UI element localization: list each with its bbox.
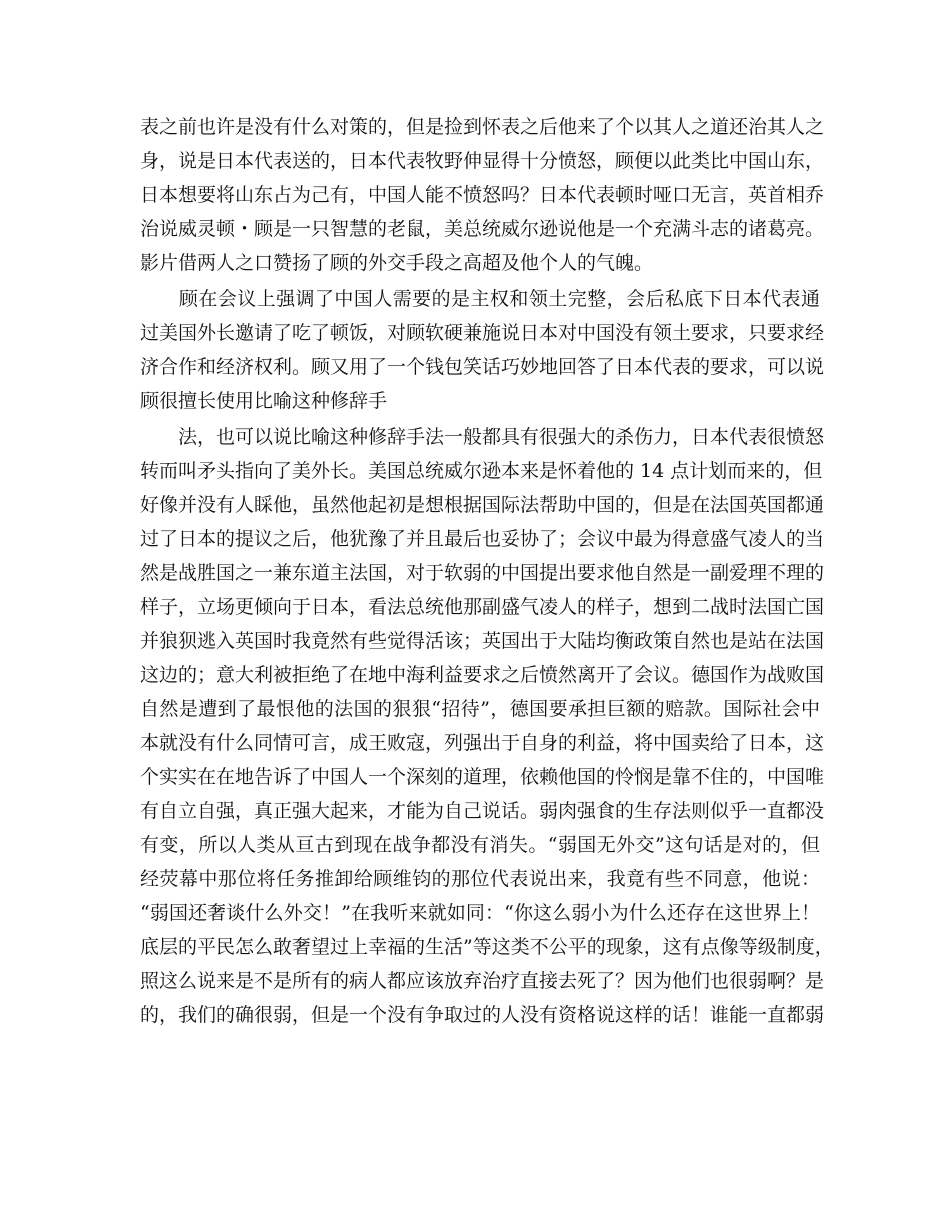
text-line: 影片借两人之口赞扬了顾的外交手段之高超及他个人的气魄。	[140, 252, 654, 274]
text-line: 样子，立场更倾向于日本，看法总统他那副盛气凌人的样子，想到二战时法国亡国	[140, 596, 825, 618]
text-line: 个实实在在地告诉了中国人一个深刻的道理，依赖他国的怜悯是靠不住的，中国唯	[140, 766, 825, 788]
text-line: “弱国还奢谈什么外交！”在我听来就如同：“你这么弱小为什么还存在这世界上！	[140, 902, 820, 924]
text-line: 过美国外长邀请了吃了顿饭，对顾软硬兼施说日本对中国没有领土要求，只要求经	[140, 322, 825, 344]
text-line: 经荧幕中那位将任务推卸给顾维钧的那位代表说出来，我竟有些不同意，他说：	[140, 868, 820, 890]
text-line: 好像并没有人睬他，虽然他起初是想根据国际法帮助中国的，但是在法国英国都通	[140, 494, 825, 516]
text-line: 然是战胜国之一兼东道主法国，对于软弱的中国提出要求他自然是一副爱理不理的	[140, 562, 825, 584]
text-line: 治说威灵顿・顾是一只智慧的老鼠，美总统威尔逊说他是一个充满斗志的诸葛亮。	[140, 218, 825, 240]
text-line: 日本想要将山东占为己有，中国人能不愤怒吗？日本代表顿时哑口无言，英首相乔	[140, 184, 825, 206]
text-line: 过了日本的提议之后，他犹豫了并且最后也妥协了；会议中最为得意盛气凌人的当	[140, 528, 825, 550]
text-line: 照这么说来是不是所有的病人都应该放弃治疗直接去死了？因为他们也很弱啊？是	[140, 970, 825, 992]
text-line: 表之前也许是没有什么对策的，但是捡到怀表之后他来了个以其人之道还治其人之	[140, 116, 825, 138]
text-line: 法，也可以说比喻这种修辞手法一般都具有很强大的杀伤力，日本代表很愤怒	[140, 426, 825, 448]
text-line: 身，说是日本代表送的，日本代表牧野伸显得十分愤怒，顾便以此类比中国山东，	[140, 150, 825, 172]
text-line: 底层的平民怎么敢奢望过上幸福的生活”等这类不公平的现象，这有点像等级制度，	[140, 936, 834, 958]
text-line: 自然是遭到了最恨他的法国的狠狠“招待”，德国要承担巨额的赔款。国际社会中	[140, 698, 820, 720]
text-line: 并狼狈逃入英国时我竟然有些觉得活该；英国出于大陆均衡政策自然也是站在法国	[140, 630, 825, 652]
text-line: 顾很擅长使用比喻这种修辞手	[140, 390, 388, 412]
text-line: 顾在会议上强调了中国人需要的是主权和领土完整，会后私底下日本代表通	[140, 288, 820, 310]
text-line: 济合作和经济权利。顾又用了一个钱包笑话巧妙地回答了日本代表的要求，可以说	[140, 356, 825, 378]
text-line: 转而叫矛头指向了美外长。美国总统威尔逊本来是怀着他的 14 点计划而来的，但	[140, 460, 823, 482]
text-line: 这边的；意大利被拒绝了在地中海利益要求之后愤然离开了会议。德国作为战败国	[140, 664, 825, 686]
text-line: 有变，所以人类从亘古到现在战争都没有消失。“弱国无外交”这句话是对的，但	[140, 834, 820, 856]
text-line: 的，我们的确很弱，但是一个没有争取过的人没有资格说这样的话！谁能一直都弱	[140, 1004, 825, 1026]
text-line: 本就没有什么同情可言，成王败寇，列强出于自身的利益，将中国卖给了日本，这	[140, 732, 825, 754]
text-line: 有自立自强，真正强大起来，才能为自己说话。弱肉强食的生存法则似乎一直都没	[140, 800, 825, 822]
